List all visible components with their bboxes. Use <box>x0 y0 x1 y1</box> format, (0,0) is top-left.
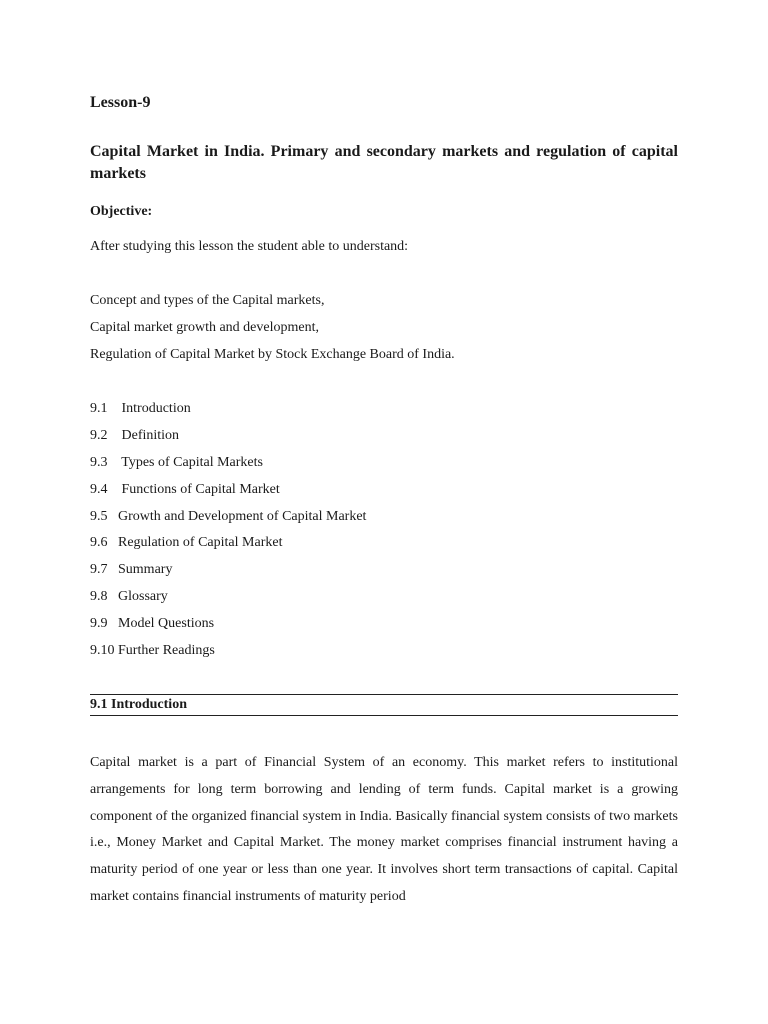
lesson-heading: Lesson-9 <box>90 94 151 111</box>
toc-item: 9.1 Introduction <box>90 401 191 416</box>
objective-item: Concept and types of the Capital markets, <box>90 293 325 308</box>
objective-intro: After studying this lesson the student able to understand: <box>90 239 409 254</box>
section-body: Capital market is a part of Financial System of an economy. This market refers to institutional arrangements for long term borrowing and lending of term funds. Capital market is a growing component of the organized financial system in India. Basically financial system consists of two markets i.e., Money Market and Capital Market. The money market comprises financial instrument having a maturity period of one year or less than one year. It involves short term transactions of capital. Capital market contains financial instruments of maturity period <box>90 755 678 904</box>
toc-item: 9.4 Functions of Capital Market <box>90 481 280 497</box>
lesson-title: Capital Market in India. Primary and secondary markets and regulation of capital markets <box>90 143 678 182</box>
objective-label: Objective: <box>90 204 153 219</box>
toc-item: 9.10 Further Readings <box>90 643 215 659</box>
table-of-contents <box>90 400 366 669</box>
section-title: 9.1 Introduction <box>90 697 187 712</box>
toc-item: 9.7 Summary <box>90 562 173 578</box>
objectives-list <box>90 292 455 373</box>
toc-item: 9.5 Growth and Development of Capital Market <box>90 508 367 524</box>
toc-item: 9.2 Definition <box>90 427 180 443</box>
objective-item: Regulation of Capital Market by Stock Exchange Board of India. <box>90 347 455 362</box>
objective-item: Capital market growth and development, <box>90 320 319 335</box>
toc-item: 9.6 Regulation of Capital Market <box>90 535 283 551</box>
toc-item: 9.9 Model Questions <box>90 616 215 632</box>
toc-item: 9.3 Types of Capital Markets <box>90 454 263 470</box>
toc-item: 9.8 Glossary <box>90 589 168 605</box>
